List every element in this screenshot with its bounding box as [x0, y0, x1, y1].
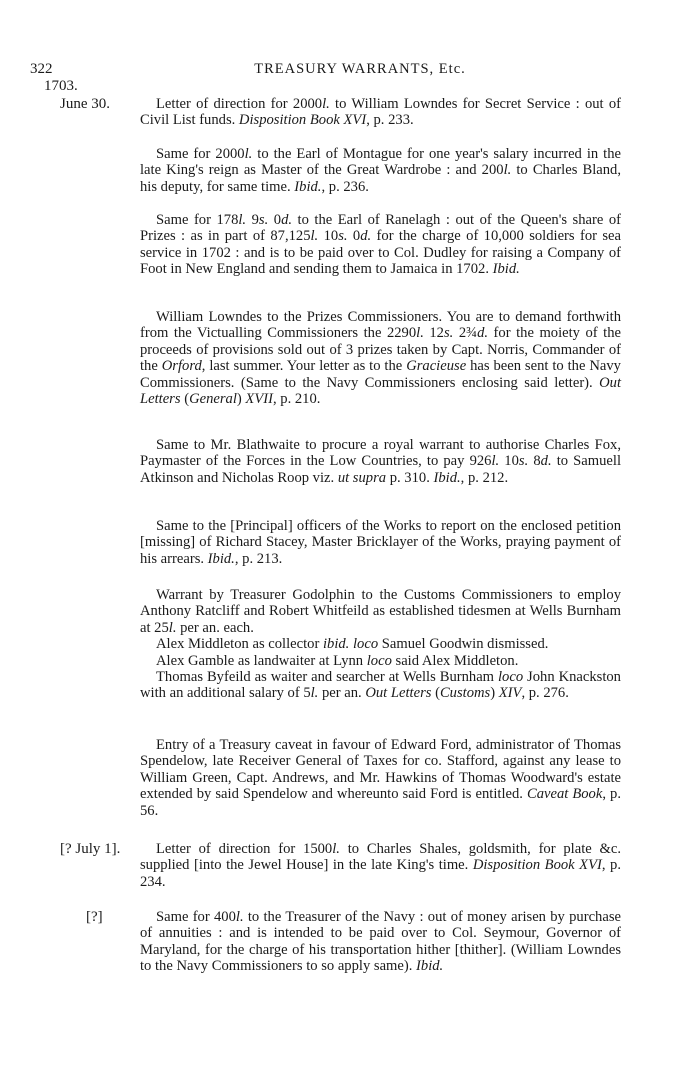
paragraph: Same for 2000l. to the Earl of Montague for one year's salary incurred in the late King's reign as Master of the Great Wardrobe : and 200l. to Charles Bland, his deputy, for same time. Ibid., p. 236. [140, 146, 621, 195]
paragraph: Warrant by Treasurer Godolphin to the Customs Commissioners to employ Anthony Ratcliff and Robert Whitfeild as established tidesmen at Wells Burnham at 25l. per an. each. [140, 587, 621, 636]
entry-text [140, 96, 621, 129]
page-number: 322 [30, 61, 53, 77]
entry-text [140, 146, 621, 195]
entry-text [140, 212, 621, 278]
year-marginal-note: 1703. [44, 78, 78, 94]
entry-date: [? July 1]. [60, 841, 121, 857]
entry-text [140, 909, 621, 975]
page-header [30, 61, 630, 81]
paragraph: Entry of a Treasury caveat in favour of Edward Ford, administrator of Thomas Spendelow, late Receiver General of Taxes for co. Stafford, against any lease to William Green, Capt. Andrews, and Mr. Hawkins of Thomas Woodward's estate extended by said Spendelow and whereunto said Ford is entitled. Caveat Book, p. 56. [140, 737, 621, 819]
paragraph: Thomas Byfeild as waiter and searcher at Wells Burnham loco John Knackston with an additional salary of 5l. per an. Out Letters (Customs) XIV, p. 276. [140, 669, 621, 702]
entry-date: [?] [86, 909, 103, 925]
paragraph: Same to Mr. Blathwaite to procure a royal warrant to authorise Charles Fox, Paymaster of the Forces in the Low Countries, to pay 926l. 10s. 8d. to Samuell Atkinson and Nicholas Roop viz. ut supra p. 310. Ibid., p. 212. [140, 437, 622, 486]
paragraph: Alex Gamble as landwaiter at Lynn loco said Alex Middleton. [156, 652, 519, 669]
paragraph: Letter of direction for 2000l. to William Lowndes for Secret Service : out of Civil List funds. Disposition Book XVI, p. 233. [140, 96, 621, 129]
paragraph: Same to the [Principal] officers of the Works to report on the enclosed petition [missing] of Richard Stacey, Master Bricklayer of the Works, praying payment of his arrears. Ibid., p. 213. [140, 518, 621, 567]
entry-text [140, 841, 621, 890]
paragraph: Letter of direction for 1500l. to Charles Shales, goldsmith, for plate &c. supplied [into the Jewel House] in the late King's time. Disposition Book XVI, p. 234. [140, 841, 621, 890]
paragraph: Alex Middleton as collector ibid. loco Samuel Goodwin dismissed. [156, 636, 549, 653]
paragraph: William Lowndes to the Prizes Commissioners. You are to demand forthwith from the Victualling Commissioners the 2290l. 12s. 2¾d. for the moiety of the proceeds of provisions sold out of 3 prizes taken by Capt. Norris, Commander of the Orford, last summer. Your letter as to the Gracieuse has been sent to the Navy Commissioners. (Same to the Navy Commissioners enclosing said letter). Out Letters (General) XVII, p. 210. [140, 309, 621, 408]
entry-text [140, 587, 621, 702]
entry-date: June 30. [60, 96, 110, 112]
paragraph: Same for 400l. to the Treasurer of the Navy : out of money arisen by purchase of annuities : and is intended to be paid over to Col. Seymour, Governor of Maryland, for the charge of his transportation hither [thither]. (William Lowndes to the Navy Commissioners to so apply same). Ibid. [140, 909, 621, 975]
entry-text [140, 309, 621, 407]
entry-text [140, 737, 621, 819]
entry-text [140, 518, 621, 567]
entry-text [140, 437, 621, 486]
running-title: TREASURY WARRANTS, Etc. [254, 61, 466, 77]
paragraph: Same for 178l. 9s. 0d. to the Earl of Ranelagh : out of the Queen's share of Prizes : as in part of 87,125l. 10s. 0d. for the charge of 10,000 soldiers for sea service in 1702 : and is to be paid over to Col. Dudley for raising a Company of Foot in New England and sending them to Jamaica in 1702. Ibid. [140, 212, 622, 278]
